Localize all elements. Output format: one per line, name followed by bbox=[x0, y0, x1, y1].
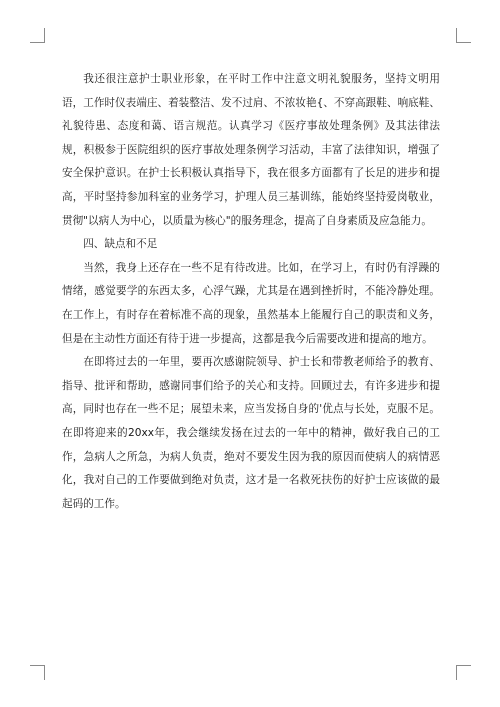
crop-mark-top-right bbox=[456, 28, 471, 43]
paragraph-professional-image: 我还很注意护士职业形象，在平时工作中注意文明礼貌服务，坚持文明用语，工作时仪表端庄、着装整洁、发不过肩、不浓妆艳{、不穿高跟鞋、响底鞋、礼貌待患、态度和蔼、语言规范。认真学习《医疗事故处理条例》及其法律法规，积极参于医院组织的医疗事故处理条例学习活动，丰富了法律知识，增强了安全保护意识。在护士长积极认真指导下，我在很多方面都有了长足的进步和提高，平时坚持参加科室的业务学习，护理人员三基训练，能始终坚持爱岗敬业，贯彻"以病人为中心，以质量为核心"的服务理念，提高了自身素质及应急能力。 bbox=[62, 73, 440, 227]
document-body[interactable] bbox=[62, 68, 440, 516]
crop-mark-bottom-right bbox=[456, 665, 471, 680]
crop-mark-top-left bbox=[30, 28, 45, 43]
paragraph-shortcomings: 当然，我身上还存在一些不足有待改进。比如，在学习上，有时仍有浮躁的情绪，感觉要学的东西太多，心浮气躁，尤其是在遇到挫折时，不能冷静处理。在工作上，有时存在着标准不高的现象，虽然基本上能履行自己的职责和义务，但是在主动性方面还有待于进一步提高，这都是我今后需要改进和提高的地方。 bbox=[62, 261, 440, 345]
crop-mark-bottom-left bbox=[30, 665, 45, 680]
section-heading-shortcomings: 四、缺点和不足 bbox=[83, 238, 158, 251]
paragraph-outlook: 在即将过去的一年里，要再次感谢院领导、护士长和带教老师给予的教育、指导、批评和帮助，感谢同事们给予的关心和支持。回顾过去，有许多进步和提高，同时也存在一些不足；展望未来，应当发扬自身的'优点与长处，克服不足。在即将迎来的20xx年，我会继续发扬在过去的一年中的精神，做好我自己的工作，急病人之所急，为病人负责，绝对不要发生因为我的原因而使病人的病情恶化，我对自己的工作要做到绝对负责，这才是一名救死扶伤的好护士应该做的最起码的工作。 bbox=[62, 356, 440, 510]
